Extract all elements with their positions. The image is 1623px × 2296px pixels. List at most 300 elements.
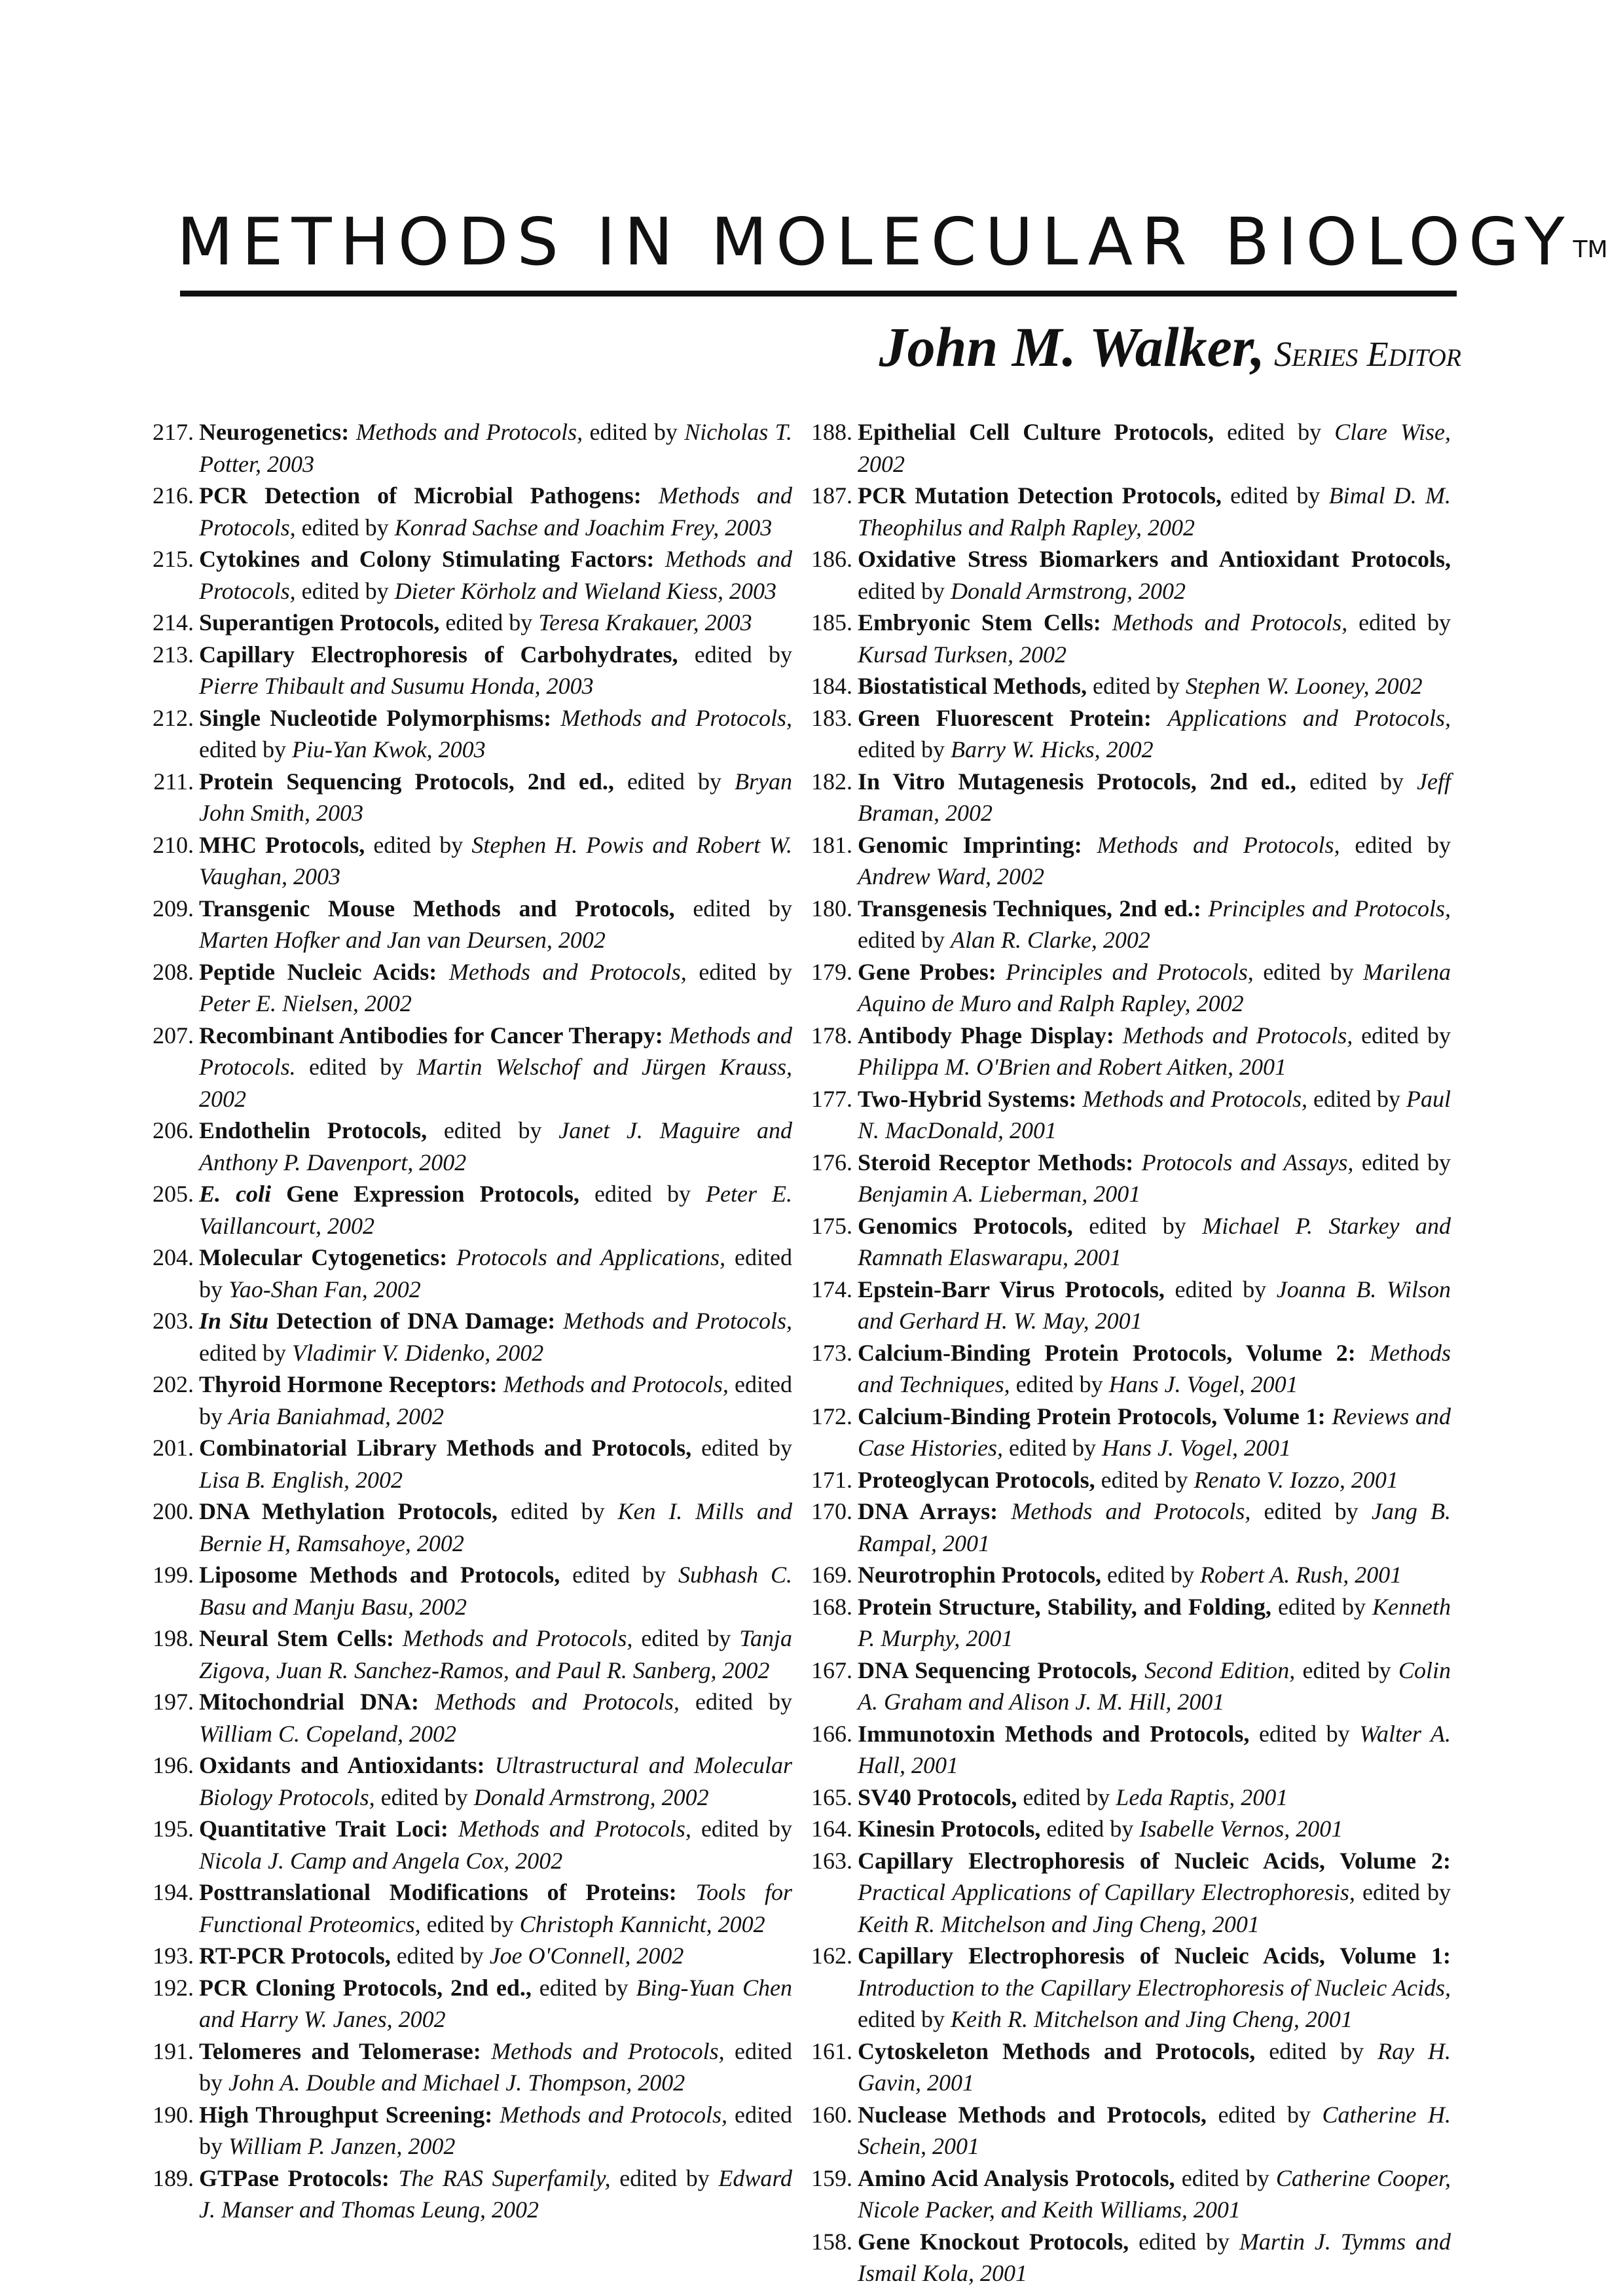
- volume-editors: Philippa M. O'Brien and Robert Aitken, 2001: [858, 1054, 1286, 1080]
- volume-title: Neural Stem Cells:: [199, 1625, 394, 1651]
- volume-title: Proteoglycan Protocols,: [858, 1466, 1095, 1493]
- volume-title: Endothelin Protocols,: [199, 1117, 428, 1143]
- volume-editors: Kenneth P. Murphy, 2001: [858, 1593, 1451, 1651]
- volume-title: DNA Arrays:: [858, 1498, 998, 1524]
- volume-number: 179.: [811, 958, 852, 985]
- volume-entry: [809, 1845, 1451, 1941]
- editor-role: Series Editor: [1274, 334, 1461, 374]
- volume-editors: Lisa B. English, 2002: [199, 1466, 403, 1493]
- volume-title: Liposome Methods and Protocols,: [199, 1562, 560, 1588]
- edited-by-label: edited by: [445, 609, 533, 636]
- volume-number: 160.: [811, 2101, 852, 2128]
- edited-by-label: edited by: [1277, 1593, 1366, 1620]
- volume-title: Single Nucleotide Polymorphisms:: [199, 704, 552, 731]
- volume-editors: Joanna B. Wilson and Gerhard H. W. May, 2001: [858, 1276, 1451, 1334]
- volume-title: Capillary Electrophoresis of Nucleic Acids, Volume 2:: [858, 1847, 1451, 1874]
- series-editor-line: [0, 308, 1461, 403]
- volume-editors: Piu-Yan Kwok, 2003: [291, 736, 486, 762]
- volume-number: 191.: [153, 2037, 194, 2064]
- volume-entry: [809, 1274, 1451, 1337]
- volume-subtitle: Introduction to the Capillary Electrophoresis of Nucleic Acids,: [858, 1974, 1451, 2001]
- volume-entry: [809, 2036, 1451, 2099]
- volume-entry: [809, 1782, 1451, 1814]
- edited-by-label: edited by: [199, 1339, 286, 1366]
- trademark-mark: TM: [1573, 236, 1608, 263]
- edited-by-label: edited by: [1361, 1149, 1451, 1175]
- volume-editors: Marten Hofker and Jan van Deursen, 2002: [199, 927, 606, 953]
- edited-by-label: edited by: [1089, 1212, 1186, 1239]
- volume-entry: [809, 2099, 1451, 2162]
- volume-entry: [151, 543, 792, 607]
- volume-editors: Joe O'Connell, 2002: [489, 1943, 684, 1969]
- volume-editors: Leda Raptis, 2001: [1116, 1784, 1288, 1810]
- volume-entry: [151, 1813, 792, 1876]
- volume-title: Mitochondrial DNA:: [199, 1689, 420, 1715]
- volume-editors: Bryan John Smith, 2003: [199, 768, 793, 826]
- volume-number: 187.: [811, 482, 852, 509]
- volume-entry: [151, 607, 792, 639]
- volume-number: 189.: [153, 2164, 194, 2191]
- volume-title: Kinesin Protocols,: [858, 1816, 1041, 1842]
- edited-by-label: edited by: [1263, 958, 1354, 985]
- volume-number: 173.: [811, 1339, 852, 1366]
- edited-by-label: edited by: [858, 927, 945, 953]
- volume-title: Posttranslational Modifications of Proteins:: [199, 1879, 677, 1905]
- volume-number: 200.: [153, 1498, 194, 1524]
- edited-by-label: edited by: [627, 768, 721, 795]
- edited-by-label: edited by: [701, 1816, 793, 1842]
- volume-editors: Bimal D. M. Theophilus and Ralph Rapley, 2002: [858, 482, 1451, 541]
- volume-title: Nuclease Methods and Protocols,: [858, 2101, 1207, 2128]
- volume-number: 168.: [811, 1593, 852, 1620]
- volume-entry: [151, 1940, 792, 1972]
- edited-by-label: edited by: [1046, 1816, 1134, 1842]
- edited-by-label: edited by: [1218, 2101, 1311, 2128]
- volume-editors: Catherine Cooper, Nicole Packer, and Keith Williams, 2001: [858, 2164, 1451, 2223]
- volume-title: Oxidants and Antioxidants:: [199, 1752, 485, 1778]
- volume-subtitle: Methods and Protocols,: [560, 704, 792, 731]
- edited-by-label: edited by: [641, 1625, 731, 1651]
- volume-number: 213.: [153, 641, 194, 668]
- edited-by-label: edited by: [701, 1435, 792, 1461]
- volume-title: PCR Cloning Protocols, 2nd ed.,: [199, 1974, 532, 2001]
- volume-number: 186.: [811, 546, 852, 572]
- volume-title: Two-Hybrid Systems:: [858, 1085, 1077, 1112]
- volume-subtitle: Methods and Protocols,: [1097, 831, 1340, 858]
- volume-editors: Christoph Kannicht, 2002: [519, 1910, 765, 1937]
- edited-by-label: edited by: [199, 2037, 792, 2096]
- edited-by-label: edited by: [301, 577, 389, 604]
- volume-entry: [809, 1083, 1451, 1147]
- edited-by-label: edited by: [380, 1784, 468, 1810]
- edited-by-label: edited by: [539, 1974, 629, 2001]
- edited-by-label: edited by: [1092, 673, 1180, 699]
- volume-subtitle: Reviews and Case Histories,: [858, 1403, 1451, 1461]
- volume-title: Embryonic Stem Cells:: [858, 609, 1101, 636]
- volume-subtitle: Methods and Protocols,: [503, 1371, 729, 1397]
- volume-title: Amino Acid Analysis Protocols,: [858, 2164, 1175, 2191]
- volume-title: Genomic Imprinting:: [858, 831, 1082, 858]
- volume-entry: [809, 416, 1451, 480]
- volume-number: 174.: [811, 1276, 852, 1302]
- volume-editors: Martin Welschof and Jürgen Krauss, 2002: [199, 1054, 793, 1112]
- volume-editors: John A. Double and Michael J. Thompson, 2002: [228, 2070, 685, 2096]
- volume-editors: Benjamin A. Lieberman, 2001: [858, 1181, 1141, 1207]
- volume-title: Antibody Phage Display:: [858, 1022, 1114, 1049]
- volume-entry: [151, 1020, 792, 1115]
- edited-by-label: edited by: [572, 1562, 666, 1588]
- volume-title: Superantigen Protocols,: [199, 609, 440, 636]
- edited-by-label: edited by: [199, 1371, 793, 1429]
- volume-subtitle: Methods and Protocols,: [402, 1625, 633, 1651]
- volume-number: 158.: [811, 2228, 852, 2255]
- volume-title: PCR Detection of Microbial Pathogens:: [199, 482, 642, 509]
- volume-editors: Tanja Zigova, Juan R. Sanchez-Ramos, and Paul R. Sanberg, 2002: [199, 1625, 793, 1683]
- edited-by-label: edited by: [1302, 1657, 1391, 1683]
- volume-editors: Robert A. Rush, 2001: [1199, 1562, 1402, 1588]
- volume-entry: [151, 416, 792, 480]
- volume-number: 165.: [811, 1784, 852, 1810]
- edited-by-label: edited by: [373, 831, 464, 858]
- volume-number: 185.: [811, 609, 852, 636]
- volume-number: 212.: [153, 704, 194, 731]
- volume-number: 169.: [811, 1562, 852, 1588]
- volume-entry: [151, 1876, 792, 1940]
- volume-editors: Barry W. Hicks, 2002: [950, 736, 1154, 762]
- volume-editors: Isabelle Vernos, 2001: [1139, 1816, 1343, 1842]
- volume-number: 163.: [811, 1847, 852, 1874]
- edited-by-label: edited by: [1313, 1085, 1400, 1112]
- volume-number: 175.: [811, 1212, 852, 1239]
- volume-title: Capillary Electrophoresis of Carbohydrates,: [199, 641, 678, 668]
- volume-number: 208.: [153, 958, 194, 985]
- volume-number: 193.: [153, 1943, 194, 1969]
- volume-entry: [151, 829, 792, 893]
- volume-title: Steroid Receptor Methods:: [858, 1149, 1134, 1175]
- edited-by-label: edited by: [619, 2164, 710, 2191]
- volume-number: 172.: [811, 1403, 852, 1429]
- volume-number: 192.: [153, 1974, 194, 2001]
- volume-number: 180.: [811, 895, 852, 922]
- volume-subtitle: Protocols and Applications,: [456, 1244, 726, 1270]
- volume-title: Molecular Cytogenetics:: [199, 1244, 448, 1270]
- volume-title: In Vitro Mutagenesis Protocols, 2nd ed.,: [858, 768, 1296, 795]
- volume-subtitle: Methods and Protocols,: [435, 1689, 680, 1715]
- volume-entry: [809, 702, 1451, 766]
- edited-by-label: edited by: [858, 736, 945, 762]
- volume-entry: [151, 2036, 792, 2099]
- volume-title: Protein Structure, Stability, and Folding,: [858, 1593, 1271, 1620]
- volume-title: Peptide Nucleic Acids:: [199, 958, 437, 985]
- volume-entry: [809, 1210, 1451, 1274]
- volume-editors: Subhash C. Basu and Manju Basu, 2002: [199, 1562, 793, 1620]
- volume-number: 190.: [153, 2101, 194, 2128]
- volume-entry: [809, 956, 1451, 1020]
- edited-by-label: edited by: [693, 895, 793, 922]
- edited-by-label: edited by: [1361, 1022, 1451, 1049]
- volume-entry: [151, 1972, 792, 2036]
- volume-editors: Ray H. Gavin, 2001: [858, 2037, 1451, 2096]
- volume-editors: Alan R. Clarke, 2002: [950, 927, 1150, 953]
- volume-subtitle: Methods and Protocols,: [448, 958, 687, 985]
- volume-number: 164.: [811, 1816, 852, 1842]
- left-column: [151, 416, 792, 2226]
- volume-entry: [809, 607, 1451, 670]
- volume-entry: [151, 1749, 792, 1813]
- volume-entry: [151, 480, 792, 543]
- volume-entry: [151, 1242, 792, 1305]
- edited-by-label: edited by: [396, 1943, 484, 1969]
- volume-number: 209.: [153, 895, 194, 922]
- edited-by-label: edited by: [1015, 1371, 1103, 1397]
- volume-editors: William C. Copeland, 2002: [199, 1720, 457, 1747]
- volume-title: Capillary Electrophoresis of Nucleic Acids, Volume 1:: [858, 1943, 1451, 1969]
- volume-title: Gene Probes:: [858, 958, 996, 985]
- volume-subtitle: Methods and Protocols,: [1122, 1022, 1353, 1049]
- volume-number: 188.: [811, 419, 852, 445]
- volume-title: Telomeres and Telomerase:: [199, 2037, 481, 2064]
- volume-editors: Hans J. Vogel, 2001: [1101, 1435, 1291, 1461]
- volume-editors: Martin J. Tymms and Ismail Kola, 2001: [858, 2228, 1451, 2286]
- volume-number: 217.: [153, 419, 194, 445]
- volume-number: 215.: [153, 546, 194, 572]
- volume-title: Detection of DNA Damage:: [276, 1308, 556, 1334]
- volume-subtitle: Methods and Protocols,: [356, 419, 583, 445]
- right-column: [809, 416, 1451, 2289]
- volume-title: Cytoskeleton Methods and Protocols,: [858, 2037, 1256, 2064]
- volume-subtitle: Ultrastructural and Molecular Biology Protocols,: [199, 1752, 792, 1810]
- volume-number: 182.: [811, 768, 852, 795]
- volume-entry: [151, 956, 792, 1020]
- volume-entry: [809, 1655, 1451, 1718]
- edited-by-label: edited by: [594, 1181, 691, 1207]
- volume-title: Immunotoxin Methods and Protocols,: [858, 1720, 1250, 1747]
- volume-entry: [809, 670, 1451, 702]
- volume-number: 198.: [153, 1625, 194, 1651]
- edited-by-label: edited by: [199, 1244, 793, 1302]
- edited-by-label: edited by: [443, 1117, 542, 1143]
- edited-by-label: edited by: [1359, 609, 1451, 636]
- volume-number: 197.: [153, 1689, 194, 1715]
- volume-number: 159.: [811, 2164, 852, 2191]
- volume-entry: [151, 639, 792, 702]
- volume-entry: [809, 543, 1451, 607]
- edited-by-label: edited by: [308, 1054, 404, 1080]
- volume-number: 162.: [811, 1943, 852, 1969]
- volume-editors: Paul N. MacDonald, 2001: [858, 1085, 1451, 1143]
- title-rule: [180, 291, 1457, 296]
- volume-subtitle: Methods and Protocols.: [199, 1022, 793, 1080]
- edited-by-label: edited by: [1107, 1562, 1194, 1588]
- volume-editors: William P. Janzen, 2002: [228, 2133, 456, 2159]
- volume-entry: [151, 1115, 792, 1178]
- volume-editors: Andrew Ward, 2002: [858, 863, 1045, 889]
- edited-by-label: edited by: [1227, 419, 1322, 445]
- volume-title: Calcium-Binding Protein Protocols, Volume 1:: [858, 1403, 1326, 1429]
- volume-entry: [809, 1559, 1451, 1591]
- volume-number: 170.: [811, 1498, 852, 1524]
- volume-editors: Teresa Krakauer, 2003: [538, 609, 752, 636]
- volume-editors: Janet J. Maguire and Anthony P. Davenport, 2002: [199, 1117, 792, 1175]
- volume-title: Protein Sequencing Protocols, 2nd ed.,: [199, 768, 614, 795]
- volume-entry: [809, 1591, 1451, 1655]
- volume-entry: [809, 1337, 1451, 1401]
- volume-entry: [809, 829, 1451, 893]
- volume-title-italic: E. coli: [199, 1181, 272, 1207]
- volume-number: 161.: [811, 2037, 852, 2064]
- volume-number: 205.: [153, 1181, 194, 1207]
- volume-entry: [809, 480, 1451, 543]
- volume-editors: Keith R. Mitchelson and Jing Cheng, 2001: [950, 2006, 1353, 2032]
- volume-number: 195.: [153, 1816, 194, 1842]
- volume-editors: Aria Baniahmad, 2002: [228, 1403, 444, 1429]
- volume-number: 176.: [811, 1149, 852, 1175]
- series-title: [177, 203, 1608, 281]
- volume-entry: [809, 1147, 1451, 1210]
- volume-editors: Yao-Shan Fan, 2002: [228, 1276, 421, 1302]
- volume-editors: Vladimir V. Didenko, 2002: [291, 1339, 544, 1366]
- volume-editors: Colin A. Graham and Alison J. M. Hill, 2001: [858, 1657, 1451, 1715]
- volume-title: Neurotrophin Protocols,: [858, 1562, 1102, 1588]
- volume-subtitle: Methods and Protocols,: [1011, 1498, 1251, 1524]
- volume-entry: [151, 1432, 792, 1496]
- volume-subtitle: Methods and Protocols,: [491, 2037, 725, 2064]
- volume-editors: Renato V. Iozzo, 2001: [1194, 1466, 1398, 1493]
- edited-by-label: edited by: [1181, 2164, 1269, 2191]
- volume-subtitle: Practical Applications of Capillary Electrophoresis,: [858, 1879, 1355, 1905]
- volume-entry: [809, 2226, 1451, 2289]
- volume-entry: [809, 1401, 1451, 1464]
- volume-subtitle: Methods and Protocols,: [199, 546, 792, 604]
- volume-number: 203.: [153, 1308, 194, 1334]
- volume-title: RT-PCR Protocols,: [199, 1943, 391, 1969]
- edited-by-label: edited by: [695, 1689, 793, 1715]
- edited-by-label: edited by: [858, 577, 945, 604]
- edited-by-label: edited by: [199, 736, 286, 762]
- volume-title: Biostatistical Methods,: [858, 673, 1087, 699]
- volume-title: PCR Mutation Detection Protocols,: [858, 482, 1222, 509]
- volume-number: 216.: [153, 482, 194, 509]
- edited-by-label: edited by: [694, 641, 793, 668]
- edited-by-label: edited by: [1175, 1276, 1267, 1302]
- volume-entry: [151, 1178, 792, 1242]
- volume-subtitle: Methods and Protocols,: [458, 1816, 691, 1842]
- volume-number: 199.: [153, 1562, 194, 1588]
- volume-entry: [809, 766, 1451, 829]
- volume-title: High Throughput Screening:: [199, 2101, 493, 2128]
- edited-by-label: edited by: [510, 1498, 605, 1524]
- edited-by-label: edited by: [858, 2006, 945, 2032]
- volume-subtitle: Methods and Protocols,: [1082, 1085, 1308, 1112]
- volume-entry: [151, 1623, 792, 1686]
- volume-title: SV40 Protocols,: [858, 1784, 1017, 1810]
- volume-title-italic: In Situ: [199, 1308, 269, 1334]
- volume-number: 206.: [153, 1117, 194, 1143]
- volume-subtitle: Principles and Protocols,: [1208, 895, 1451, 922]
- volume-title: DNA Sequencing Protocols,: [858, 1657, 1137, 1683]
- volume-editors: Bing-Yuan Chen and Harry W. Janes, 2002: [199, 1974, 793, 2032]
- volume-entry: [151, 1686, 792, 1749]
- edited-by-label: edited by: [1264, 1498, 1359, 1524]
- volume-editors: Marilena Aquino de Muro and Ralph Rapley, 2002: [858, 958, 1451, 1016]
- volume-title: Combinatorial Library Methods and Protocols,: [199, 1435, 692, 1461]
- volume-editors: Walter A. Hall, 2001: [858, 1720, 1451, 1778]
- volume-editors: Jang B. Rampal, 2001: [858, 1498, 1451, 1556]
- volume-entry: [809, 1464, 1451, 1496]
- volume-number: 201.: [153, 1435, 194, 1461]
- edited-by-label: edited by: [1230, 482, 1321, 509]
- volume-number: 166.: [811, 1720, 852, 1747]
- edited-by-label: edited by: [1269, 2037, 1364, 2064]
- volume-editors: Jeff Braman, 2002: [858, 768, 1451, 826]
- volume-editors: Nicola J. Camp and Angela Cox, 2002: [199, 1847, 563, 1874]
- volume-title: Quantitative Trait Loci:: [199, 1816, 448, 1842]
- volume-title: Gene Expression Protocols,: [286, 1181, 579, 1207]
- volume-number: 171.: [811, 1466, 852, 1493]
- volume-title: Cytokines and Colony Stimulating Factors:: [199, 546, 655, 572]
- volume-title: Gene Knockout Protocols,: [858, 2228, 1129, 2255]
- volume-editors: Edward J. Manser and Thomas Leung, 2002: [199, 2164, 793, 2223]
- edited-by-label: edited by: [1023, 1784, 1110, 1810]
- volume-subtitle: Methods and Protocols,: [199, 482, 793, 541]
- volume-title: Transgenesis Techniques, 2nd ed.:: [858, 895, 1201, 922]
- volume-editors: Nicholas T. Potter, 2003: [199, 419, 793, 477]
- edited-by-label: edited by: [199, 2101, 792, 2159]
- volume-title: Calcium-Binding Protein Protocols, Volume 2:: [858, 1339, 1356, 1366]
- edited-by-label: edited by: [1259, 1720, 1350, 1747]
- series-title-text: METHODS IN MOLECULAR BIOLOGY: [177, 204, 1573, 280]
- volume-editors: Keith R. Mitchelson and Jing Cheng, 2001: [858, 1910, 1260, 1937]
- volume-entry: [151, 1305, 792, 1369]
- volume-entry: [151, 766, 792, 829]
- edited-by-label: edited by: [1139, 2228, 1230, 2255]
- volume-number: 214.: [153, 609, 194, 636]
- volume-editors: Donald Armstrong, 2002: [950, 577, 1186, 604]
- volume-title: Thyroid Hormone Receptors:: [199, 1371, 498, 1397]
- volume-title: GTPase Protocols:: [199, 2164, 390, 2191]
- edited-by-label: edited by: [1101, 1466, 1188, 1493]
- volume-number: 202.: [153, 1371, 194, 1397]
- volume-entry: [151, 1559, 792, 1623]
- volume-editors: Donald Armstrong, 2002: [473, 1784, 709, 1810]
- volume-entry: [151, 702, 792, 766]
- volume-entry: [151, 2162, 792, 2226]
- volume-editors: Konrad Sachse and Joachim Frey, 2003: [394, 514, 773, 541]
- volume-subtitle: Tools for Functional Proteomics,: [199, 1879, 792, 1937]
- volume-subtitle: Methods and Protocols,: [1112, 609, 1348, 636]
- volume-editors: Kursad Turksen, 2002: [858, 641, 1067, 668]
- volume-entry: [809, 1020, 1451, 1083]
- volume-title: Transgenic Mouse Methods and Protocols,: [199, 895, 675, 922]
- volume-editors: Peter E. Vaillancourt, 2002: [199, 1181, 793, 1239]
- volume-subtitle: Second Edition,: [1144, 1657, 1296, 1683]
- volume-entry: [809, 1496, 1451, 1559]
- volume-number: 207.: [153, 1022, 194, 1049]
- volume-number: 178.: [811, 1022, 852, 1049]
- volume-subtitle: Applications and Protocols,: [1167, 704, 1451, 731]
- volume-entry: [809, 2162, 1451, 2226]
- volume-title: Green Fluorescent Protein:: [858, 704, 1152, 731]
- volume-title: Genomics Protocols,: [858, 1212, 1073, 1239]
- volume-entry: [151, 1369, 792, 1432]
- volume-subtitle: Methods and Techniques,: [858, 1339, 1451, 1397]
- volume-title: Epstein-Barr Virus Protocols,: [858, 1276, 1165, 1302]
- volume-entry: [809, 1718, 1451, 1782]
- volume-editors: Dieter Körholz and Wieland Kiess, 2003: [394, 577, 776, 604]
- edited-by-label: edited by: [1309, 768, 1404, 795]
- edited-by-label: edited by: [426, 1910, 514, 1937]
- volume-title: DNA Methylation Protocols,: [199, 1498, 498, 1524]
